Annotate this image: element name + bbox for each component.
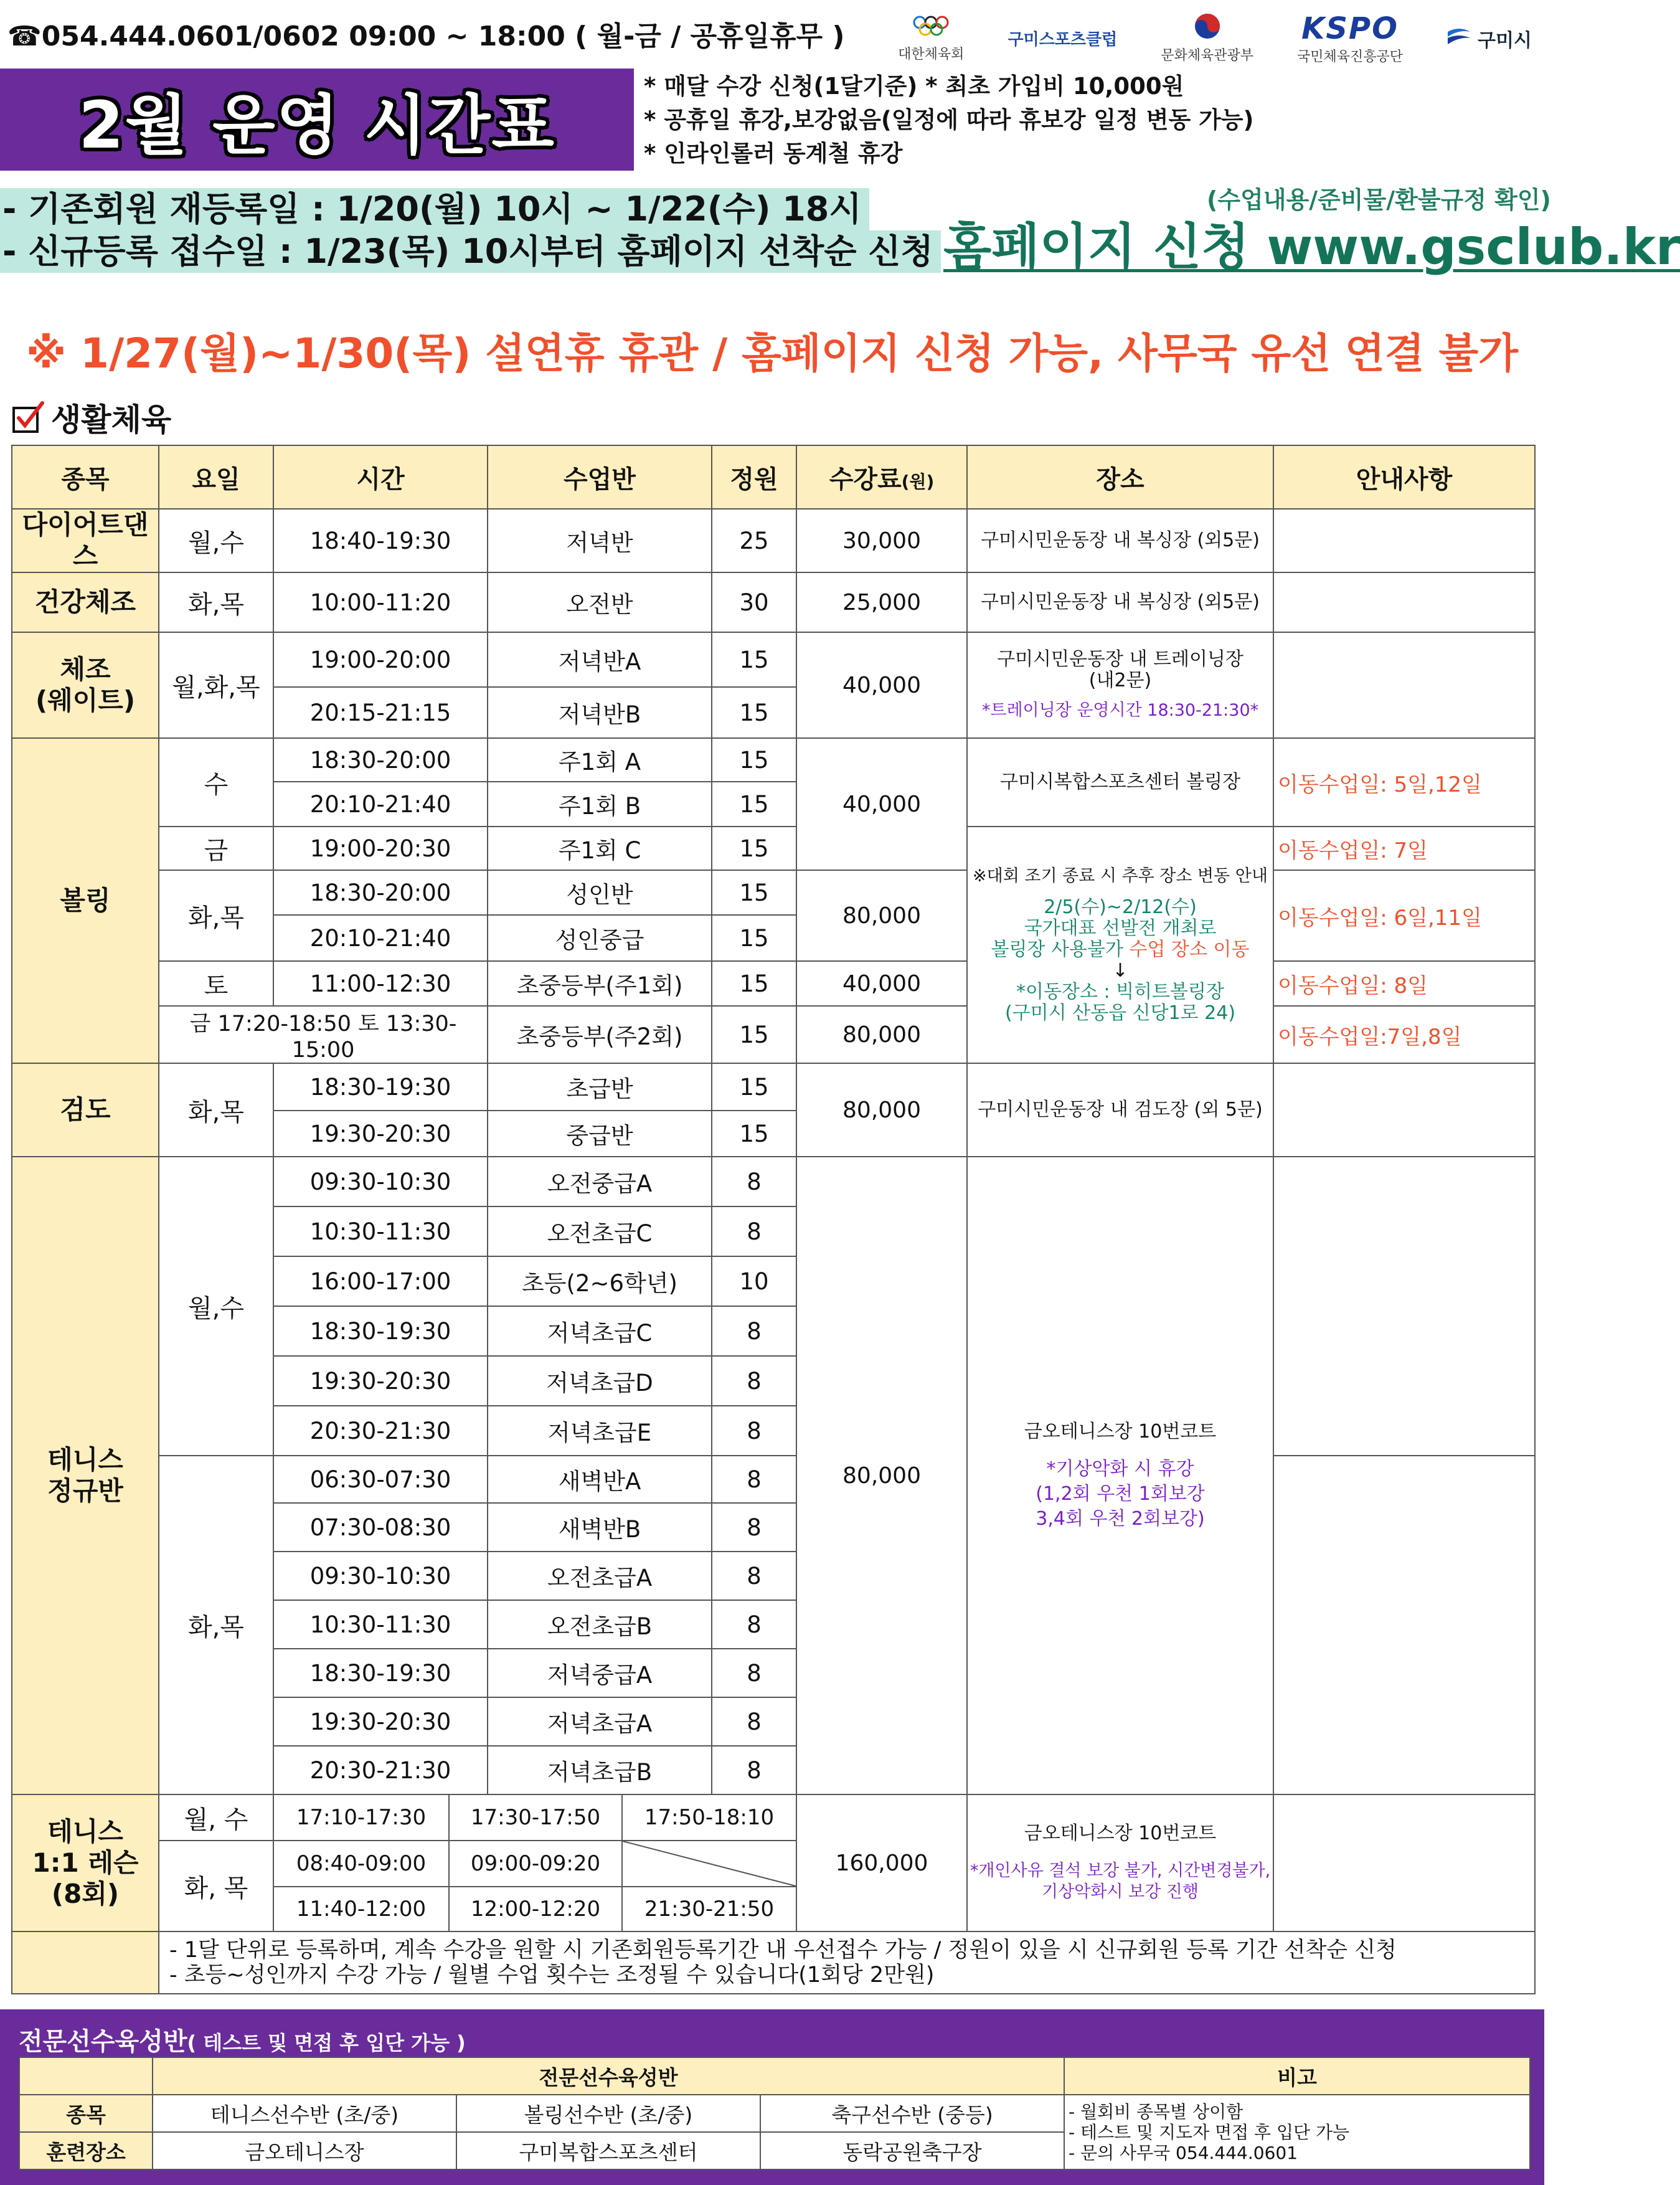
table-row — [12, 870, 1535, 915]
time-cell: 19:30-20:30 — [273, 1356, 488, 1406]
lesson-slot: 17:30-17:50 — [450, 1795, 623, 1840]
note-cell — [1273, 572, 1535, 632]
capacity-cell: 8 — [712, 1746, 796, 1794]
class-cell: 저녁초급D — [488, 1356, 712, 1406]
class-cell: 초중등부(주2회) — [488, 1006, 712, 1063]
fee-cell: 80,000 — [796, 1006, 967, 1063]
fee-cell: 25,000 — [796, 572, 967, 632]
note-cell — [1273, 1794, 1535, 1931]
table-row — [12, 1063, 1535, 1111]
col-header: 수업반 — [488, 445, 712, 509]
note-cell: 이동수업일: 6일,11일 — [1273, 870, 1535, 961]
capacity-cell: 15 — [712, 1006, 796, 1063]
table-row — [12, 827, 1535, 870]
fee-cell: 30,000 — [796, 509, 967, 572]
footnote-cell — [159, 1931, 1535, 1994]
ministry-culture-logo: 문화체육관광부 — [1161, 12, 1253, 64]
col-header: 비고 — [1064, 2057, 1530, 2095]
place-cell: 금오테니스장 10번코트 *개인사유 결석 보강 불가, 시간변경불가, 기상악화시 보강 진행 — [967, 1794, 1273, 1931]
corner-cell — [19, 2057, 153, 2095]
place-cell: 동락공원축구장 — [760, 2132, 1064, 2169]
category-cell: 볼링 — [12, 738, 159, 1063]
place-cell: 구미시민운동장 내 검도장 (외 5문) — [967, 1063, 1273, 1157]
empty-slot — [623, 1841, 796, 1886]
sponsor-logos — [898, 9, 1532, 68]
class-cell: 저녁초급C — [488, 1306, 712, 1356]
note-cell — [1273, 509, 1535, 572]
table-row — [12, 1006, 1535, 1063]
capacity-cell: 8 — [712, 1406, 796, 1456]
place-cell: 구미시민운동장 내 복싱장 (외5문) — [967, 509, 1273, 572]
note-cell — [1273, 1456, 1535, 1794]
class-cell: 주1회 C — [488, 827, 712, 870]
capacity-cell: 15 — [712, 738, 796, 782]
time-cell: 20:10-21:40 — [273, 915, 488, 961]
time-cell: 18:30-19:30 — [273, 1306, 488, 1356]
capacity-cell: 15 — [712, 632, 796, 687]
lesson-slot: 08:40-09:00 — [274, 1841, 450, 1886]
lesson-slot: 17:50-18:10 — [644, 1805, 775, 1830]
time-cell: 19:30-20:30 — [273, 1111, 488, 1157]
time-cell: 20:15-21:15 — [273, 687, 488, 738]
time-cell: 16:00-17:00 — [273, 1256, 488, 1306]
checkbox-checked-icon — [11, 401, 45, 434]
lesson-slots — [273, 1887, 796, 1931]
class-cell: 중급반 — [488, 1111, 712, 1157]
col-header: 안내사항 — [1273, 445, 1535, 509]
table-row — [19, 2095, 1530, 2132]
holiday-notice: ※ 1/27(월)~1/30(목) 설연휴 휴관 / 홈페이지 신청 가능, 사무국 유선 연결 불가 — [26, 329, 1518, 377]
time-cell: 20:30-21:30 — [273, 1406, 488, 1456]
capacity-cell: 8 — [712, 1697, 796, 1746]
day-cell: 화,목 — [159, 1456, 273, 1794]
homepage-subnote: (수업내용/준비물/환불규정 확인) — [1207, 186, 1551, 214]
class-cell: 성인중급 — [488, 915, 712, 961]
category-cell: 건강체조 — [12, 572, 159, 632]
gumi-city-logo: 구미시 — [1446, 25, 1532, 52]
note-cell — [1273, 632, 1535, 738]
gumi-sports-club-logo: 구미스포츠클럽 — [1008, 31, 1118, 49]
place-cell: 금오테니스장 — [153, 2132, 456, 2169]
day-cell: 수 — [159, 738, 273, 827]
capacity-cell: 8 — [712, 1649, 796, 1697]
place-cell: 구미시민운동장 내 트레이닝장 (내2문) *트레이닝장 운영시간 18:30-21:30* — [967, 632, 1273, 738]
day-time-cell: 금 17:20-18:50 토 13:30-15:00 — [159, 1006, 488, 1063]
diagonal-line — [623, 1841, 796, 1886]
table-row — [12, 1157, 1535, 1206]
time-cell: 18:30-20:00 — [273, 738, 488, 782]
notice-item: * 인라인롤러 동계철 휴강 — [644, 140, 903, 167]
lesson-slots — [273, 1794, 796, 1841]
class-cell: 저녁초급B — [488, 1746, 712, 1794]
sport-cell: 볼링선수반 (초/중) — [456, 2095, 760, 2132]
capacity-cell: 15 — [712, 827, 796, 870]
col-header: 종목 — [12, 445, 159, 509]
class-cell: 오전초급A — [488, 1552, 712, 1600]
arrow-down-icon: ↓ — [1112, 960, 1128, 982]
athlete-section-title: 전문선수육성반( 테스트 및 면접 후 입단 가능 ) — [19, 2027, 466, 2056]
notice-item: * 매달 수강 신청(1달기준) * 최초 가입비 10,000원 — [644, 73, 1184, 100]
footnote: - 1달 단위로 등록하며, 계속 수강을 원할 시 기존회원등록기간 내 우선접수 가능 / 정원이 있을 시 신규회원 등록 기간 선착순 신청 — [169, 1938, 1397, 1963]
time-cell: 19:00-20:30 — [273, 827, 488, 870]
table-header-row — [19, 2057, 1530, 2095]
time-cell: 11:00-12:30 — [273, 961, 488, 1006]
fee-cell: 40,000 — [796, 632, 967, 738]
row-header: 훈련장소 — [19, 2132, 153, 2169]
place-notice: ※대회 조기 종료 시 추후 장소 변동 안내 — [973, 866, 1268, 886]
footnote: - 초등~성인까지 수강 가능 / 월별 수업 횟수는 조정될 수 있습니다(1회당 2만원) — [169, 1963, 935, 1988]
capacity-cell: 15 — [712, 1063, 796, 1111]
capacity-cell: 8 — [712, 1456, 796, 1503]
capacity-cell: 15 — [712, 870, 796, 915]
fee-cell: 80,000 — [796, 870, 967, 961]
day-cell: 금 — [159, 827, 273, 870]
class-cell: 저녁초급E — [488, 1406, 712, 1456]
capacity-cell: 25 — [712, 509, 796, 572]
col-header: 전문선수육성반 — [153, 2057, 1064, 2095]
class-cell: 오전초급C — [488, 1206, 712, 1256]
capacity-cell: 8 — [712, 1600, 796, 1649]
capacity-cell: 8 — [712, 1552, 796, 1600]
col-header: 정원 — [712, 445, 796, 509]
lesson-slot: 09:00-09:20 — [450, 1841, 623, 1886]
table-row — [12, 961, 1535, 1006]
note-cell: 이동수업일:7일,8일 — [1273, 1006, 1535, 1063]
place-cell: 금오테니스장 10번코트 *기상악화 시 휴강 (1,2회 우천 1회보강 3,4회 우천 2회보강) — [967, 1157, 1273, 1794]
note-cell: 이동수업일: 8일 — [1273, 961, 1535, 1006]
class-cell: 성인반 — [488, 870, 712, 915]
table-row — [12, 1456, 1535, 1503]
page-title: 2월 운영 시간표 — [78, 87, 555, 163]
lesson-slot: 12:00-12:20 — [450, 1887, 623, 1931]
homepage-link[interactable]: 홈페이지 신청 www.gsclub.kr — [943, 218, 1680, 276]
place-cell: 구미시복합스포츠센터 볼링장 — [967, 738, 1273, 827]
class-cell: 초중등부(주1회) — [488, 961, 712, 1006]
time-cell: 06:30-07:30 — [273, 1456, 488, 1503]
notice-item: * 공휴일 휴강,보강없음(일정에 따라 휴보강 일정 변동 가능) — [644, 107, 1254, 133]
place-cell: ※대회 조기 종료 시 추후 장소 변동 안내 2/5(수)~2/12(수) 국가대표 선발전 개최로 볼링장 사용불가 수업 장소 이동 ↓ *이동장소 : 빅히트볼링장 (구미시 산동읍 신당1로 24) — [967, 827, 1273, 1063]
sport-cell: 테니스선수반 (초/중) — [153, 2095, 456, 2132]
col-header: 요일 — [159, 445, 273, 509]
col-header: 시간 — [273, 445, 488, 509]
lesson-slot: 21:30-21:50 — [644, 1897, 775, 1922]
day-cell: 월,수 — [159, 509, 273, 572]
category-cell: 테니스 1:1 레슨 (8회) — [12, 1794, 159, 1931]
capacity-cell: 8 — [712, 1306, 796, 1356]
time-cell: 10:30-11:30 — [273, 1206, 488, 1256]
time-cell: 18:30-19:30 — [273, 1649, 488, 1697]
kor-sport-olympic-logo: 대한체육회 — [898, 14, 964, 63]
col-header: 수강료(원) — [796, 445, 967, 509]
fee-cell: 40,000 — [796, 738, 967, 870]
class-cell: 오전초급B — [488, 1600, 712, 1649]
lesson-slot: 17:10-17:30 — [274, 1795, 450, 1840]
footnote-row — [12, 1931, 1535, 1994]
note-cell — [1273, 1063, 1535, 1157]
capacity-cell: 10 — [712, 1256, 796, 1306]
class-cell: 오전중급A — [488, 1157, 712, 1206]
class-cell: 저녁초급A — [488, 1697, 712, 1746]
capacity-cell: 8 — [712, 1356, 796, 1406]
kspo-logo: KSPO 국민체육진흥공단 — [1297, 11, 1404, 65]
lesson-slots — [273, 1841, 796, 1887]
class-cell: 초급반 — [488, 1063, 712, 1111]
category-cell — [12, 1931, 159, 1994]
time-cell: 10:00-11:20 — [273, 572, 488, 632]
class-cell: 주1회 A — [488, 738, 712, 782]
time-cell: 18:30-20:00 — [273, 870, 488, 915]
time-cell: 19:30-20:30 — [273, 1697, 488, 1746]
fee-cell: 160,000 — [796, 1794, 967, 1931]
day-cell: 월, 수 — [159, 1794, 273, 1841]
capacity-cell: 8 — [712, 1503, 796, 1552]
reregister-date: - 기존회원 재등록일 : 1/20(월) 10시 ~ 1/22(수) 18시 — [0, 188, 869, 230]
time-cell: 09:30-10:30 — [273, 1552, 488, 1600]
sport-cell: 축구선수반 (중등) — [760, 2095, 1064, 2132]
place-note: *트레이닝장 운영시간 18:30-21:30* — [981, 701, 1259, 720]
time-cell: 09:30-10:30 — [273, 1157, 488, 1206]
table-row — [12, 1794, 1535, 1841]
class-cell: 초등(2~6학년) — [488, 1256, 712, 1306]
table-header-row — [12, 445, 1535, 509]
category-cell: 검도 — [12, 1063, 159, 1157]
category-cell: 테니스 정규반 — [12, 1157, 159, 1794]
time-cell: 10:30-11:30 — [273, 1600, 488, 1649]
table-row — [12, 738, 1535, 782]
day-cell: 월,수 — [159, 1157, 273, 1456]
table-row — [12, 509, 1535, 572]
table-row — [12, 572, 1535, 632]
section-title-lifestyle-sports: 생활체육 — [11, 395, 171, 440]
time-cell: 19:00-20:00 — [273, 632, 488, 687]
place-cell: 구미시민운동장 내 복싱장 (외5문) — [967, 572, 1273, 632]
col-header: 장소 — [967, 445, 1273, 509]
capacity-cell: 15 — [712, 782, 796, 827]
fee-cell: 40,000 — [796, 961, 967, 1006]
place-cell: 구미복합스포츠센터 — [456, 2132, 760, 2169]
note-cell — [1273, 1157, 1535, 1456]
remarks-cell: - 월회비 종목별 상이함 - 테스트 및 지도자 면접 후 입단 가능 - 문의 사무국 054.444.0601 — [1064, 2095, 1530, 2169]
class-cell: 저녁중급A — [488, 1649, 712, 1697]
olympic-rings-icon — [912, 14, 950, 44]
capacity-cell: 8 — [712, 1157, 796, 1206]
day-cell: 화,목 — [159, 572, 273, 632]
day-cell: 토 — [159, 961, 273, 1006]
phone-hours: ☎054.444.0601/0602 09:00 ~ 18:00 ( 월-금 / 공휴일휴무 ) — [7, 21, 845, 52]
category-cell: 다이어트댄스 — [12, 509, 159, 572]
capacity-cell: 8 — [712, 1206, 796, 1256]
time-cell: 20:10-21:40 — [273, 782, 488, 827]
capacity-cell: 15 — [712, 961, 796, 1006]
time-cell: 18:30-19:30 — [273, 1063, 488, 1111]
table-row — [12, 632, 1535, 687]
notice-list — [644, 70, 1253, 171]
class-cell: 새벽반B — [488, 1503, 712, 1552]
class-cell: 저녁반 — [488, 509, 712, 572]
class-cell: 주1회 B — [488, 782, 712, 827]
day-cell: 화,목 — [159, 870, 273, 961]
day-cell: 화, 목 — [159, 1841, 273, 1931]
class-cell: 저녁반A — [488, 632, 712, 687]
day-cell: 월,화,목 — [159, 632, 273, 738]
athlete-table — [19, 2057, 1531, 2170]
category-cell: 체조 (웨이트) — [12, 632, 159, 738]
lesson-slot: 11:40-12:00 — [274, 1887, 450, 1931]
capacity-cell: 15 — [712, 915, 796, 961]
class-cell: 저녁반B — [488, 687, 712, 738]
capacity-cell: 15 — [712, 1111, 796, 1157]
gumi-city-icon — [1446, 26, 1471, 52]
taegeuk-icon — [1194, 12, 1221, 45]
fee-cell: 80,000 — [796, 1157, 967, 1794]
note-cell: 이동수업일: 7일 — [1273, 827, 1535, 870]
note-cell: 이동수업일: 5일,12일 — [1273, 738, 1535, 827]
capacity-cell: 30 — [712, 572, 796, 632]
time-cell: 07:30-08:30 — [273, 1503, 488, 1552]
row-header: 종목 — [19, 2095, 153, 2132]
capacity-cell: 15 — [712, 687, 796, 738]
new-register-date: - 신규등록 접수일 : 1/23(목) 10시부터 홈페이지 선착순 신청 — [0, 230, 941, 273]
class-cell: 오전반 — [488, 572, 712, 632]
day-cell: 화,목 — [159, 1063, 273, 1157]
fee-cell: 80,000 — [796, 1063, 967, 1157]
time-cell: 18:40-19:30 — [273, 509, 488, 572]
time-cell: 20:30-21:30 — [273, 1746, 488, 1794]
class-cell: 새벽반A — [488, 1456, 712, 1503]
schedule-table — [11, 445, 1536, 1994]
